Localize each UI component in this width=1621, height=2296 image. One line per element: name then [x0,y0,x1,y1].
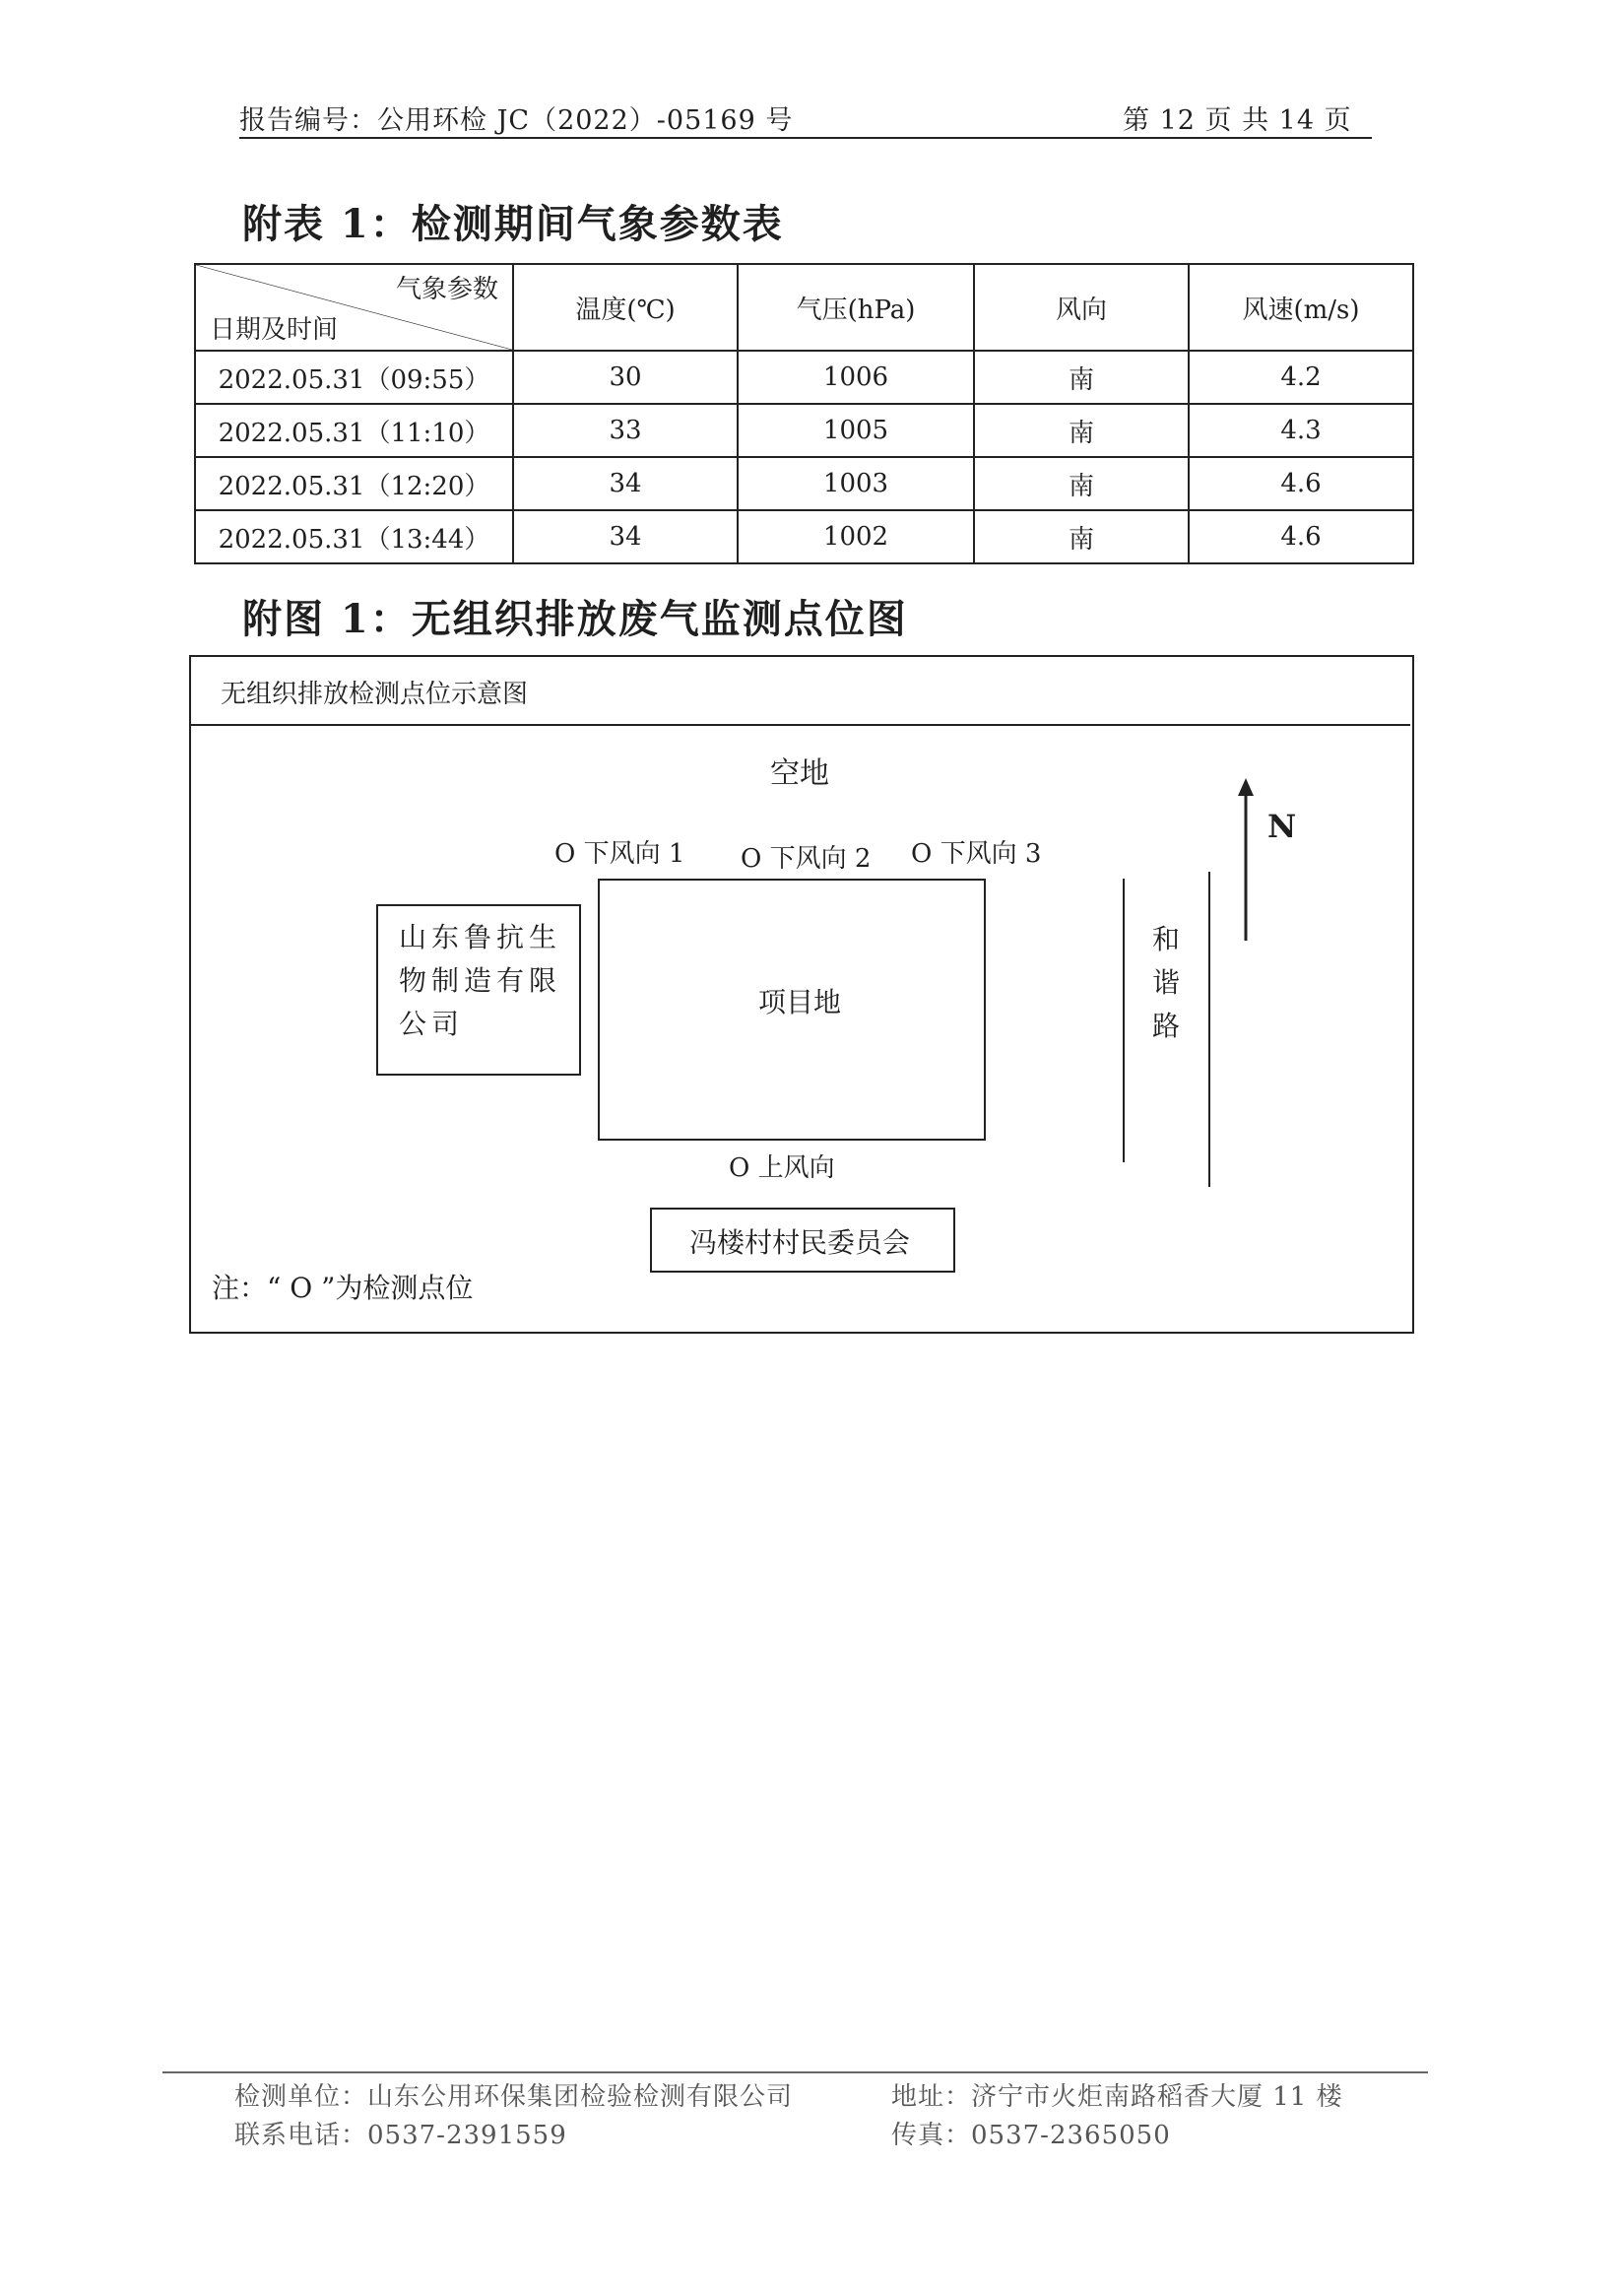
cell-datetime: 2022.05.31（12:20） [195,457,513,510]
project-site-label: 项目地 [758,986,842,1018]
figure-title: 附图 1：无组织排放废气监测点位图 [242,596,908,642]
road-label-char: 路 [1151,1010,1180,1042]
table-row [195,404,1413,457]
diagram-note: 注：“ O ”为检测点位 [212,1272,474,1304]
corner-bottom-label: 日期及时间 [210,315,339,345]
table-header-row [195,264,1413,351]
road-label-char: 和 [1151,923,1180,955]
cell-datetime: 2022.05.31（11:10） [195,404,513,457]
footer-fax: 传真：0537-2365050 [891,2121,1171,2150]
cell-pressure: 1003 [738,457,974,510]
table-row [195,351,1413,404]
company-label-line: 物制造有限 [399,964,562,997]
cell-pressure: 1006 [738,351,974,404]
footer-address: 地址：济宁市火炬南路稻香大厦 11 楼 [891,2082,1343,2112]
column-header-wind-direction: 风向 [974,264,1189,351]
sampling-point-downwind-3: O 下风向 3 [911,839,1042,869]
company-label [399,916,561,1046]
column-header-wind-speed: 风速(m/s) [1189,264,1413,351]
table-title: 附表 1：检测期间气象参数表 [242,201,784,247]
company-label-line: 山东鲁抗生 [399,921,562,953]
company-label-line: 公司 [399,1008,465,1040]
column-header-temperature: 温度(℃) [513,264,738,351]
village-committee-label: 冯楼村村民委员会 [689,1226,911,1259]
cell-wind-direction: 南 [974,510,1189,563]
sampling-point-upwind: O 上风向 [729,1153,835,1183]
corner-top-label: 气象参数 [395,275,498,304]
cell-pressure: 1002 [738,510,974,563]
north-arrow-icon [1226,778,1265,946]
table-row [195,510,1413,563]
cell-wind-speed: 4.3 [1189,404,1413,457]
cell-datetime: 2022.05.31（09:55） [195,351,513,404]
footer-phone: 联系电话：0537-2391559 [234,2121,567,2150]
road-edge-left [1123,879,1125,1162]
open-land-label: 空地 [770,756,829,791]
cell-wind-speed: 4.6 [1189,510,1413,563]
road-label-char: 谐 [1151,966,1180,999]
cell-wind-direction: 南 [974,404,1189,457]
road-label [1146,918,1186,1048]
sampling-point-downwind-2: O 下风向 2 [741,844,872,874]
table-row [195,457,1413,510]
road-edge-right [1208,872,1210,1187]
cell-temperature: 30 [513,351,738,404]
cell-wind-direction: 南 [974,351,1189,404]
sampling-point-downwind-1: O 下风向 1 [554,839,685,869]
cell-temperature: 34 [513,457,738,510]
report-number: 报告编号：公用环检 JC（2022）-05169 号 [239,105,794,136]
header-divider [239,137,1372,139]
cell-pressure: 1005 [738,404,974,457]
weather-table [194,263,1414,564]
footer-divider [162,2071,1428,2073]
column-header-pressure: 气压(hPa) [738,264,974,351]
cell-wind-speed: 4.2 [1189,351,1413,404]
cell-wind-direction: 南 [974,457,1189,510]
footer-unit: 检测单位：山东公用环保集团检验检测有限公司 [234,2082,794,2112]
diagram-title: 无组织排放检测点位示意图 [221,680,529,709]
page-number: 第 12 页 共 14 页 [1123,105,1352,136]
diagonal-corner-cell [195,264,513,351]
north-label: N [1267,808,1297,845]
cell-temperature: 34 [513,510,738,563]
cell-datetime: 2022.05.31（13:44） [195,510,513,563]
cell-wind-speed: 4.6 [1189,457,1413,510]
cell-temperature: 33 [513,404,738,457]
